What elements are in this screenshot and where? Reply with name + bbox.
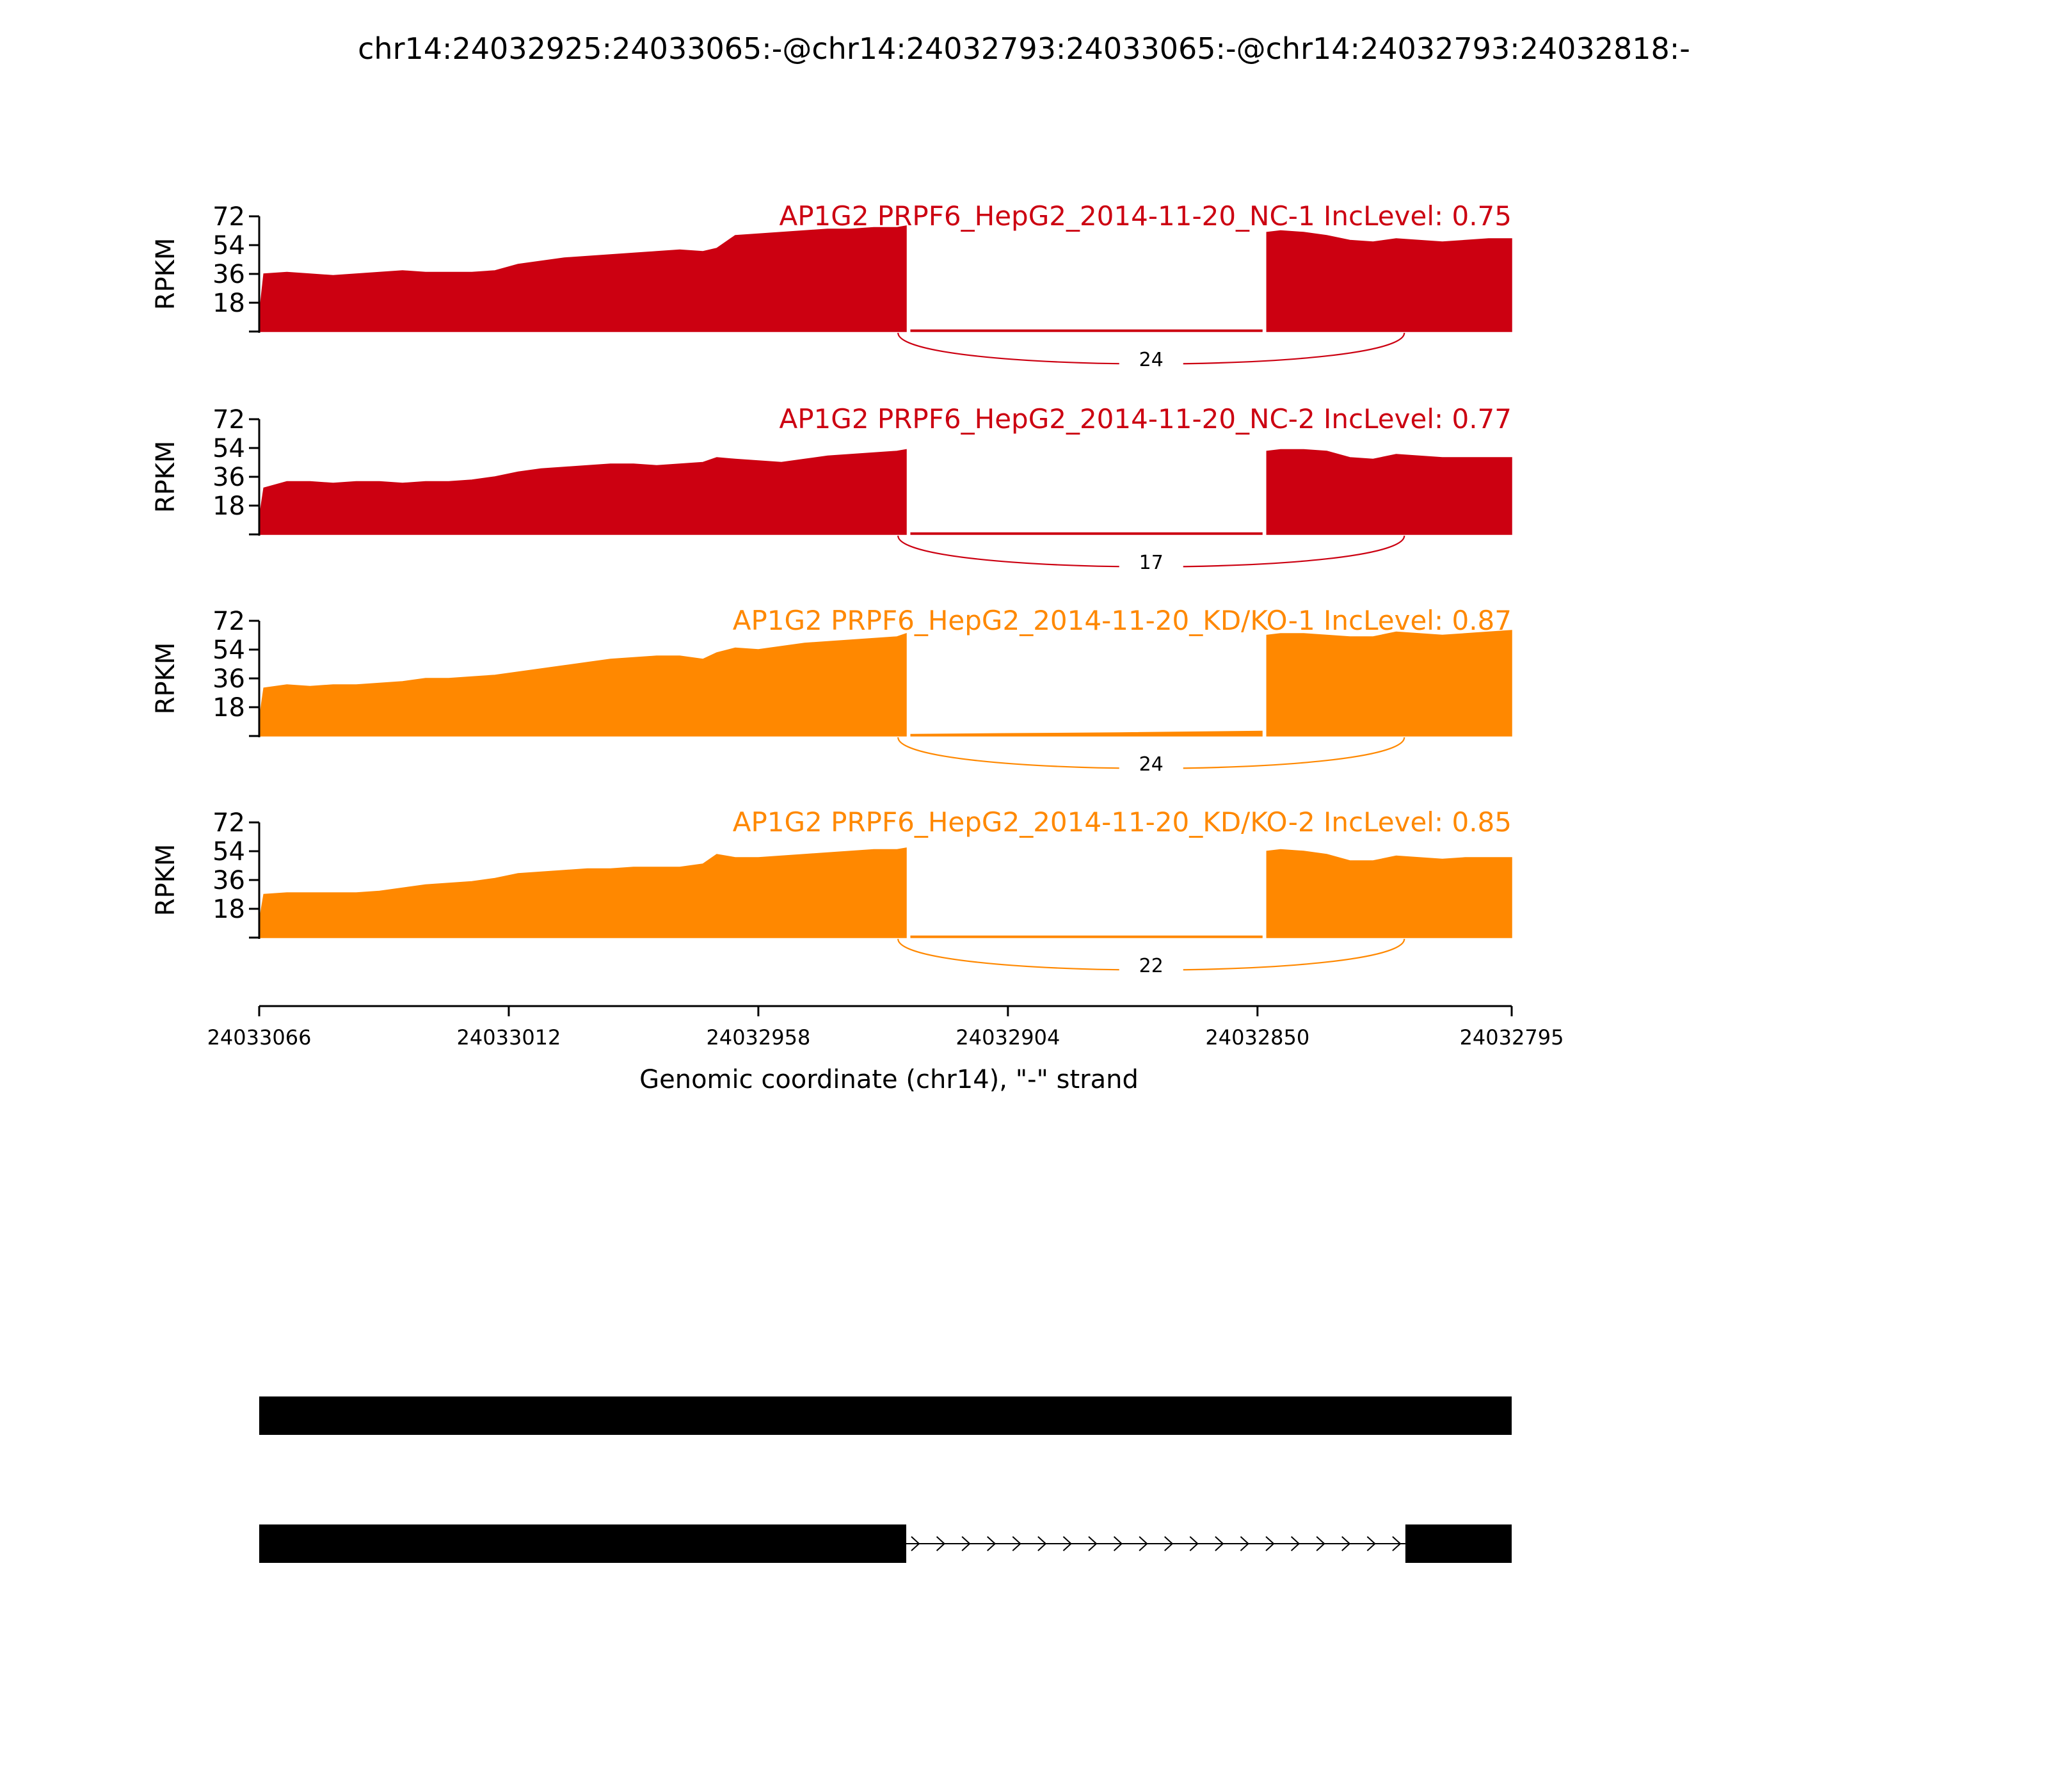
y-tick-label: 36 [212,463,245,492]
y-tick-label: 72 [212,405,245,435]
track-2 [151,403,1512,574]
coverage-intron [911,330,1262,332]
x-axis-label: Genomic coordinate (chr14), "-" strand [639,1065,1139,1094]
coverage-exon2 [1267,450,1512,535]
track-3 [151,605,1512,776]
y-tick-label: 18 [212,492,245,521]
sample-label: AP1G2 PRPF6_HepG2_2014-11-20_NC-1 IncLevel: 0.75 [779,200,1512,232]
gene-model-1 [259,1396,1512,1435]
junction-count: 22 [1139,955,1164,977]
junction-count: 17 [1139,552,1164,574]
y-tick-label: 36 [212,866,245,895]
y-tick-label: 36 [212,260,245,289]
sample-label: AP1G2 PRPF6_HepG2_2014-11-20_NC-2 IncLevel: 0.77 [779,403,1512,435]
coverage-exon1 [259,634,906,736]
coverage-exon1 [259,226,906,332]
chart-title: chr14:24032925:24033065:-@chr14:24032793:24033065:-@chr14:24032793:24032818:- [358,31,1690,66]
track-4 [151,806,1512,977]
x-tick-label: 24032958 [706,1025,811,1050]
coverage-intron [911,732,1262,737]
y-axis-label: RPKM [151,440,180,513]
x-tick-label: 24032850 [1205,1025,1310,1050]
coverage-exon2 [1267,231,1512,332]
junction-count: 24 [1139,753,1164,776]
coverage-exon2 [1267,850,1512,938]
x-tick-label: 24033012 [456,1025,561,1050]
y-axis-label: RPKM [151,237,180,310]
gene-models [259,1396,1512,1563]
x-tick-label: 24032795 [1459,1025,1564,1050]
coverage-exon2 [1267,630,1512,736]
junction-count: 24 [1139,349,1164,371]
sample-label: AP1G2 PRPF6_HepG2_2014-11-20_KD/KO-1 IncLevel: 0.87 [732,605,1512,636]
x-tick-label: 24033066 [207,1025,312,1050]
y-tick-label: 72 [212,202,245,232]
y-tick-label: 72 [212,607,245,636]
y-tick-label: 18 [212,289,245,318]
exon-block [259,1396,1512,1435]
coverage-intron [911,936,1262,938]
y-tick-label: 54 [212,231,245,260]
y-tick-label: 36 [212,664,245,694]
sample-label: AP1G2 PRPF6_HepG2_2014-11-20_KD/KO-2 IncLevel: 0.85 [732,806,1512,838]
exon-block [259,1524,906,1563]
x-axis [207,1006,1564,1050]
y-axis-label: RPKM [151,642,180,715]
y-tick-label: 54 [212,636,245,665]
y-tick-label: 54 [212,434,245,463]
track-1 [151,200,1512,371]
x-tick-label: 24032904 [956,1025,1060,1050]
exon-block [1405,1524,1512,1563]
y-tick-label: 54 [212,837,245,867]
coverage-tracks [151,200,1512,977]
y-tick-label: 18 [212,693,245,723]
y-axis-label: RPKM [151,844,180,916]
y-tick-label: 72 [212,808,245,838]
coverage-exon1 [259,848,906,938]
y-tick-label: 18 [212,895,245,924]
gene-model-2 [259,1524,1512,1563]
coverage-intron [911,533,1262,535]
coverage-exon1 [259,450,906,535]
